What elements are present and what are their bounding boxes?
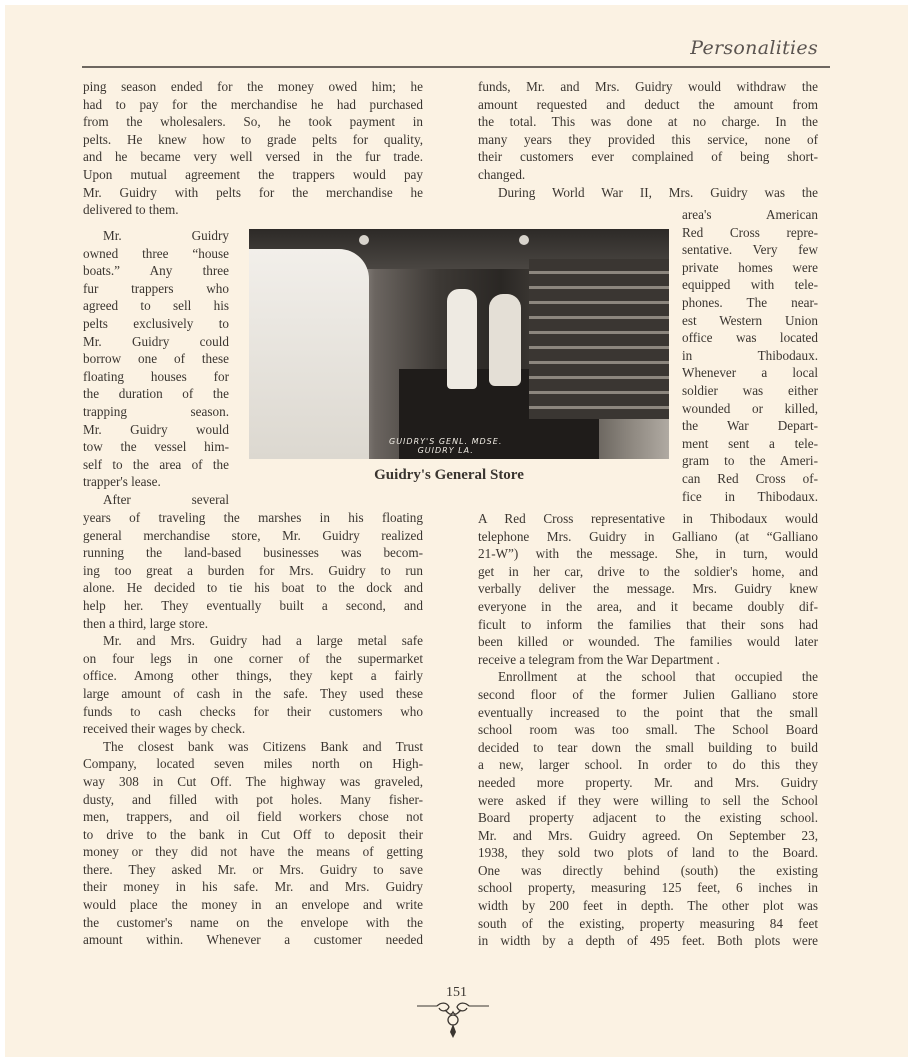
text-line: on four legs in one corner of the supermarket — [83, 650, 423, 666]
text-line: in Thibodaux. — [682, 347, 818, 363]
text-line: decided to tear down the small building to build — [478, 739, 818, 755]
text-line: everyone in the area, and it became doubly dif- — [478, 598, 818, 614]
text-line: Mr. and Mrs. Guidry agreed. On September 23, — [478, 827, 818, 843]
text-line: to drive to the bank in Cut Off to deposit their — [83, 826, 423, 842]
text-line: verbally deliver the message. Mrs. Guidry knew — [478, 581, 818, 597]
photo-counter — [249, 249, 369, 459]
text-line: south of the existing, property measuring 84 feet — [478, 915, 818, 931]
photo-person — [447, 289, 477, 389]
flourish-ornament-icon — [415, 1000, 491, 1040]
lamp-icon — [519, 235, 529, 245]
text-line: were asked if they were willing to sell the School — [478, 792, 818, 808]
text-line: Mr. Guidry with pelts for the merchandise he — [83, 184, 423, 200]
text-line: Enrollment at the school that occupied the — [498, 669, 818, 685]
photo-stamp-line: GUIDRY LA. — [417, 446, 474, 455]
text-line: gram to the Ameri- — [682, 453, 818, 469]
page-number: 151 — [446, 985, 467, 1000]
text-line: years of traveling the marshes in his floating — [83, 510, 423, 525]
text-line: phones. The near- — [682, 294, 818, 310]
text-line: office was located — [682, 330, 818, 346]
text-line: Red Cross repre- — [682, 224, 818, 240]
text-line: Mr. Guidry — [103, 228, 229, 243]
text-line: equipped with tele- — [682, 277, 818, 293]
text-line: men, trappers, and oil field workers chose not — [83, 809, 423, 825]
text-line: telephone Mrs. Guidry in Galliano (at “Galliano — [478, 528, 818, 544]
text-line: then a third, large store. — [83, 615, 208, 631]
text-line: received their wages by check. — [83, 721, 246, 737]
text-line: self to the area of the — [83, 456, 229, 472]
text-line: est Western Union — [682, 312, 818, 328]
text-line: general merchandise store, Mr. Guidry realized — [83, 527, 423, 543]
text-line: get in her car, drive to the soldier's home, and — [478, 563, 818, 579]
store-photo — [249, 229, 669, 459]
text-line: Mr. and Mrs. Guidry had a large metal safe — [103, 633, 423, 649]
text-line: been killed or wounded. The families would later — [478, 634, 818, 650]
text-line: trapping season. — [83, 403, 229, 419]
text-line: the duration of the — [83, 386, 229, 402]
section-header-title: Personalities — [690, 37, 818, 59]
text-line: help her. They eventually built a second, and — [83, 597, 423, 613]
text-line: One was directly behind (south) the existing — [478, 862, 818, 878]
text-line: area's American — [682, 207, 818, 222]
text-line: dusty, and filled with pot holes. Many fisher- — [83, 791, 423, 807]
text-line: After several — [103, 491, 229, 507]
text-line: width by 200 feet in depth. The other plot was — [478, 898, 818, 914]
text-line: Company, located seven miles north on High- — [83, 756, 423, 772]
text-line: tow the vessel him- — [83, 439, 229, 455]
text-line: in width by a depth of 495 feet. Both plots were — [478, 933, 818, 949]
text-line: borrow one of these — [83, 351, 229, 367]
text-line: amount requested and deduct the amount from — [478, 96, 818, 112]
text-line: alone. He decided to tie his boat to the dock and — [83, 580, 423, 596]
text-line: their money in his safe. Mr. and Mrs. Guidry — [83, 879, 423, 895]
text-line: agreed to sell his — [83, 298, 229, 314]
photo-person — [489, 294, 521, 386]
text-line: fur trappers who — [83, 280, 229, 296]
text-line: can Red Cross of- — [682, 470, 818, 486]
right-column-top — [478, 78, 818, 201]
text-line: ment sent a tele- — [682, 435, 818, 451]
text-line: private homes were — [682, 259, 818, 275]
text-line: the War Depart- — [682, 418, 818, 434]
text-line: Mr. Guidry would — [83, 421, 229, 437]
text-line: from the wholesalers. So, he took payment in — [83, 114, 423, 130]
left-column-wrap — [83, 227, 229, 509]
text-line: soldier was either — [682, 382, 818, 398]
text-line: funds to cash checks for their customers who — [83, 703, 423, 719]
text-line: office. Among other things, they kept a fairly — [83, 668, 423, 684]
text-line: would place the money in an envelope and write — [83, 897, 423, 913]
text-line: During World War II, Mrs. Guidry was the — [498, 184, 818, 200]
photo-shelves — [529, 259, 669, 419]
text-line: funds, Mr. and Mrs. Guidry would withdraw the — [478, 79, 818, 94]
photo-stamp — [389, 437, 502, 455]
text-line: fice in Thibodaux. — [682, 488, 818, 504]
header-divider — [82, 66, 830, 68]
text-line: boats.” Any three — [83, 263, 229, 279]
text-line: 21-W”) with the message. She, in turn, would — [478, 546, 818, 562]
text-line: large amount of cash in the safe. They used these — [83, 685, 423, 701]
text-line: amount within. Whenever a customer needed — [83, 932, 423, 948]
text-line: had to pay for the merchandise he had purchased — [83, 96, 423, 112]
text-line: ficult to inform the families that their sons had — [478, 616, 818, 632]
text-line: Upon mutual agreement the trappers would pay — [83, 166, 423, 182]
text-line: Whenever a local — [682, 365, 818, 381]
left-column-bottom — [83, 509, 423, 949]
text-line: and he became very well versed in the fur trade. — [83, 149, 423, 165]
text-line: The closest bank was Citizens Bank and Trust — [103, 738, 423, 754]
right-column-bottom — [478, 510, 818, 950]
text-line: A Red Cross representative in Thibodaux would — [478, 511, 818, 526]
text-line: a new, larger school. In order to do this they — [478, 757, 818, 773]
text-line: wounded or killed, — [682, 400, 818, 416]
text-line: owned three “house — [83, 245, 229, 261]
text-line: way 308 in Cut Off. The highway was graveled, — [83, 773, 423, 789]
text-line: ping season ended for the money owed him; he — [83, 79, 423, 94]
text-line: school property, measuring 125 feet, 6 inches in — [478, 880, 818, 896]
text-line: eventually increased to the point that the small — [478, 704, 818, 720]
text-line: school room was too small. The School Board — [478, 722, 818, 738]
photo-stamp-line: GUIDRY'S GENL. MDSE. — [389, 437, 503, 446]
text-line: their customers ever complained of being short- — [478, 149, 818, 165]
text-line: receive a telegram from the War Department . — [478, 651, 720, 667]
text-line: pelts. He knew how to grade pelts for quality, — [83, 131, 423, 147]
text-line: ing too great a burden for Mrs. Guidry to run — [83, 562, 423, 578]
text-line: the customer's name on the envelope with the — [83, 914, 423, 930]
text-line: there. They asked Mr. or Mrs. Guidry to save — [83, 861, 423, 877]
text-line: second floor of the former Julien Galliano store — [478, 686, 818, 702]
text-line: delivered to them. — [83, 202, 179, 218]
text-line: sentative. Very few — [682, 242, 818, 258]
text-line: many years they provided this service, none of — [478, 131, 818, 147]
text-line: 1938, they sold two plots of land to the Board. — [478, 845, 818, 861]
text-line: Mr. Guidry could — [83, 333, 229, 349]
text-line: trapper's lease. — [83, 474, 161, 490]
text-line: money or they did not have the means of getting — [83, 844, 423, 860]
text-line: running the land-based businesses was becom- — [83, 545, 423, 561]
text-line: the total. This was done at no charge. In the — [478, 114, 818, 130]
left-column-top — [83, 78, 423, 219]
photo-caption: Guidry's General Store — [374, 467, 524, 483]
right-column-wrap — [682, 206, 818, 505]
text-line: floating houses for — [83, 368, 229, 384]
text-line: Board property adjacent to the existing school. — [478, 810, 818, 826]
text-line: needed more property. Mr. and Mrs. Guidry — [478, 774, 818, 790]
text-line: pelts exclusively to — [83, 315, 229, 331]
text-line: changed. — [478, 166, 526, 182]
lamp-icon — [359, 235, 369, 245]
